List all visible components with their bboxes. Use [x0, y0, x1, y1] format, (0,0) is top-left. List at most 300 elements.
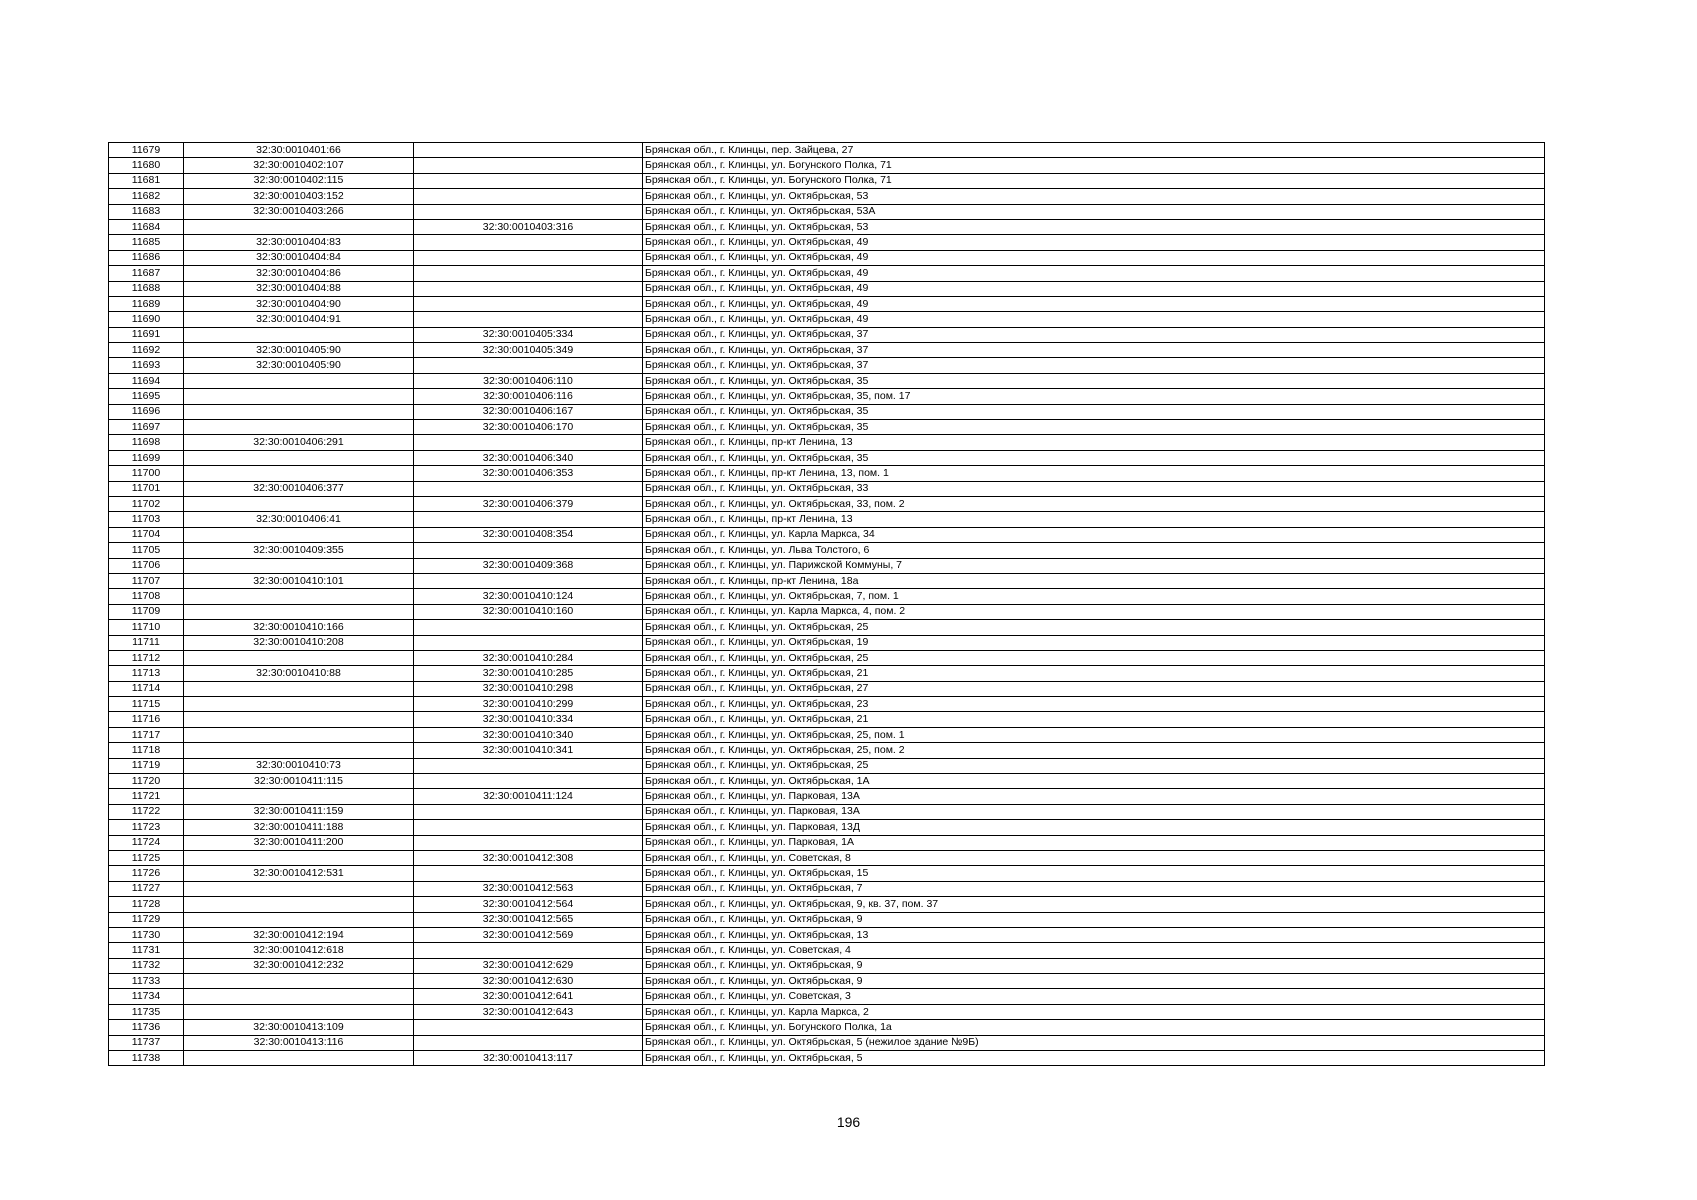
table-row: [109, 881, 1545, 896]
cadastral-number-secondary-cell: 32:30:0010410:285: [414, 666, 643, 681]
address-cell: Брянская обл., г. Клинцы, ул. Октябрьская, 49: [643, 281, 1545, 296]
cadastral-number-cell: 32:30:0010404:90: [184, 296, 414, 311]
row-number-cell: 11730: [109, 927, 184, 942]
address-cell: Брянская обл., г. Клинцы, пр-кт Ленина, 13: [643, 435, 1545, 450]
address-cell: Брянская обл., г. Клинцы, ул. Октябрьская, 37: [643, 343, 1545, 358]
address-cell: Брянская обл., г. Клинцы, ул. Октябрьская, 49: [643, 235, 1545, 250]
registry-table: [108, 142, 1545, 1066]
table-row: [109, 589, 1545, 604]
table-row: [109, 512, 1545, 527]
row-number-cell: 11732: [109, 958, 184, 973]
cadastral-number-secondary-cell: 32:30:0010412:641: [414, 989, 643, 1004]
row-number-cell: 11738: [109, 1051, 184, 1066]
cadastral-number-secondary-cell: 32:30:0010412:569: [414, 927, 643, 942]
address-cell: Брянская обл., г. Клинцы, ул. Октябрьская, 15: [643, 866, 1545, 881]
cadastral-number-cell: 32:30:0010410:166: [184, 620, 414, 635]
address-cell: Брянская обл., г. Клинцы, ул. Октябрьская, 1А: [643, 774, 1545, 789]
row-number-cell: 11695: [109, 389, 184, 404]
cadastral-number-cell: 32:30:0010413:109: [184, 1020, 414, 1035]
cadastral-number-cell: [184, 881, 414, 896]
address-cell: Брянская обл., г. Клинцы, ул. Парковая, 1А: [643, 835, 1545, 850]
row-number-cell: 11696: [109, 404, 184, 419]
cadastral-number-secondary-cell: 32:30:0010412:564: [414, 897, 643, 912]
address-cell: Брянская обл., г. Клинцы, ул. Октябрьская, 5 (нежилое здание №9Б): [643, 1035, 1545, 1050]
table-row: [109, 820, 1545, 835]
table-row: [109, 897, 1545, 912]
address-cell: Брянская обл., г. Клинцы, ул. Богунского Полка, 71: [643, 173, 1545, 188]
cadastral-number-secondary-cell: 32:30:0010403:316: [414, 219, 643, 234]
cadastral-number-secondary-cell: 32:30:0010406:170: [414, 420, 643, 435]
address-cell: Брянская обл., г. Клинцы, ул. Октябрьская, 21: [643, 712, 1545, 727]
address-cell: Брянская обл., г. Клинцы, ул. Октябрьская, 9: [643, 974, 1545, 989]
row-number-cell: 11721: [109, 789, 184, 804]
row-number-cell: 11727: [109, 881, 184, 896]
cadastral-number-cell: [184, 1004, 414, 1019]
cadastral-number-cell: [184, 681, 414, 696]
cadastral-number-secondary-cell: 32:30:0010410:341: [414, 743, 643, 758]
table-row: [109, 543, 1545, 558]
cadastral-number-secondary-cell: [414, 143, 643, 158]
row-number-cell: 11735: [109, 1004, 184, 1019]
cadastral-number-secondary-cell: [414, 358, 643, 373]
address-cell: Брянская обл., г. Клинцы, ул. Октябрьская, 35: [643, 404, 1545, 419]
cadastral-number-secondary-cell: 32:30:0010410:160: [414, 604, 643, 619]
cadastral-number-cell: 32:30:0010405:90: [184, 343, 414, 358]
cadastral-number-cell: [184, 697, 414, 712]
address-cell: Брянская обл., г. Клинцы, пр-кт Ленина, 18а: [643, 573, 1545, 588]
table-row: [109, 650, 1545, 665]
table-row: [109, 758, 1545, 773]
table-row: [109, 281, 1545, 296]
cadastral-number-cell: 32:30:0010404:83: [184, 235, 414, 250]
cadastral-number-cell: 32:30:0010410:208: [184, 635, 414, 650]
row-number-cell: 11722: [109, 804, 184, 819]
cadastral-number-cell: [184, 466, 414, 481]
address-cell: Брянская обл., г. Клинцы, ул. Октябрьская, 27: [643, 681, 1545, 696]
address-cell: Брянская обл., г. Клинцы, пр-кт Ленина, 13, пом. 1: [643, 466, 1545, 481]
row-number-cell: 11733: [109, 974, 184, 989]
cadastral-number-secondary-cell: [414, 435, 643, 450]
table-row: [109, 727, 1545, 742]
cadastral-number-secondary-cell: 32:30:0010412:563: [414, 881, 643, 896]
cadastral-number-secondary-cell: [414, 820, 643, 835]
address-cell: Брянская обл., г. Клинцы, ул. Октябрьская, 53А: [643, 204, 1545, 219]
cadastral-number-secondary-cell: 32:30:0010406:116: [414, 389, 643, 404]
address-cell: Брянская обл., г. Клинцы, ул. Октябрьская, 21: [643, 666, 1545, 681]
table-row: [109, 712, 1545, 727]
cadastral-number-secondary-cell: [414, 512, 643, 527]
row-number-cell: 11697: [109, 420, 184, 435]
row-number-cell: 11714: [109, 681, 184, 696]
cadastral-number-cell: 32:30:0010411:159: [184, 804, 414, 819]
table-row: [109, 204, 1545, 219]
row-number-cell: 11737: [109, 1035, 184, 1050]
table-row: [109, 235, 1545, 250]
row-number-cell: 11683: [109, 204, 184, 219]
address-cell: Брянская обл., г. Клинцы, ул. Октябрьская, 33: [643, 481, 1545, 496]
table-row: [109, 604, 1545, 619]
address-cell: Брянская обл., г. Клинцы, ул. Октябрьская, 23: [643, 697, 1545, 712]
cadastral-number-secondary-cell: 32:30:0010408:354: [414, 527, 643, 542]
cadastral-number-cell: [184, 727, 414, 742]
cadastral-number-secondary-cell: [414, 312, 643, 327]
table-row: [109, 250, 1545, 265]
row-number-cell: 11689: [109, 296, 184, 311]
table-row: [109, 527, 1545, 542]
table-row: [109, 404, 1545, 419]
address-cell: Брянская обл., г. Клинцы, ул. Октябрьская, 5: [643, 1051, 1545, 1066]
table-row: [109, 373, 1545, 388]
table-row: [109, 789, 1545, 804]
cadastral-number-secondary-cell: 32:30:0010405:334: [414, 327, 643, 342]
cadastral-number-cell: [184, 327, 414, 342]
row-number-cell: 11699: [109, 450, 184, 465]
cadastral-number-secondary-cell: [414, 281, 643, 296]
row-number-cell: 11715: [109, 697, 184, 712]
cadastral-number-cell: [184, 496, 414, 511]
row-number-cell: 11707: [109, 573, 184, 588]
cadastral-number-secondary-cell: 32:30:0010410:340: [414, 727, 643, 742]
cadastral-number-secondary-cell: 32:30:0010410:284: [414, 650, 643, 665]
cadastral-number-cell: [184, 404, 414, 419]
address-cell: Брянская обл., г. Клинцы, ул. Богунского Полка, 1а: [643, 1020, 1545, 1035]
table-row: [109, 435, 1545, 450]
address-cell: Брянская обл., г. Клинцы, ул. Октябрьская, 49: [643, 312, 1545, 327]
cadastral-number-secondary-cell: [414, 1035, 643, 1050]
address-cell: Брянская обл., г. Клинцы, ул. Октябрьская, 37: [643, 358, 1545, 373]
table-row: [109, 450, 1545, 465]
row-number-cell: 11720: [109, 774, 184, 789]
row-number-cell: 11702: [109, 496, 184, 511]
table-row: [109, 1004, 1545, 1019]
table-row: [109, 835, 1545, 850]
address-cell: Брянская обл., г. Клинцы, ул. Октябрьская, 9: [643, 912, 1545, 927]
row-number-cell: 11728: [109, 897, 184, 912]
cadastral-number-cell: 32:30:0010406:377: [184, 481, 414, 496]
address-cell: Брянская обл., г. Клинцы, ул. Октябрьская, 35: [643, 373, 1545, 388]
cadastral-number-cell: [184, 912, 414, 927]
row-number-cell: 11703: [109, 512, 184, 527]
cadastral-number-cell: [184, 219, 414, 234]
address-cell: Брянская обл., г. Клинцы, ул. Октябрьская, 7: [643, 881, 1545, 896]
row-number-cell: 11718: [109, 743, 184, 758]
cadastral-number-secondary-cell: [414, 250, 643, 265]
table-row: [109, 635, 1545, 650]
row-number-cell: 11688: [109, 281, 184, 296]
address-cell: Брянская обл., г. Клинцы, ул. Парковая, 13А: [643, 789, 1545, 804]
cadastral-number-cell: 32:30:0010406:291: [184, 435, 414, 450]
cadastral-number-secondary-cell: [414, 835, 643, 850]
cadastral-number-secondary-cell: [414, 204, 643, 219]
cadastral-number-cell: 32:30:0010409:355: [184, 543, 414, 558]
cadastral-number-cell: 32:30:0010412:194: [184, 927, 414, 942]
address-cell: Брянская обл., г. Клинцы, ул. Октябрьская, 35: [643, 450, 1545, 465]
row-number-cell: 11716: [109, 712, 184, 727]
address-cell: Брянская обл., г. Клинцы, пр-кт Ленина, 13: [643, 512, 1545, 527]
table-row: [109, 681, 1545, 696]
address-cell: Брянская обл., г. Клинцы, ул. Парижской Коммуны, 7: [643, 558, 1545, 573]
address-cell: Брянская обл., г. Клинцы, ул. Льва Толстого, 6: [643, 543, 1545, 558]
cadastral-number-secondary-cell: [414, 189, 643, 204]
row-number-cell: 11709: [109, 604, 184, 619]
cadastral-number-secondary-cell: 32:30:0010410:299: [414, 697, 643, 712]
table-row: [109, 158, 1545, 173]
row-number-cell: 11687: [109, 266, 184, 281]
cadastral-number-secondary-cell: 32:30:0010410:298: [414, 681, 643, 696]
table-row: [109, 866, 1545, 881]
cadastral-number-cell: 32:30:0010401:66: [184, 143, 414, 158]
row-number-cell: 11681: [109, 173, 184, 188]
address-cell: Брянская обл., г. Клинцы, пер. Зайцева, 27: [643, 143, 1545, 158]
registry-table-body: [109, 143, 1545, 1066]
row-number-cell: 11736: [109, 1020, 184, 1035]
table-row: [109, 266, 1545, 281]
cadastral-number-secondary-cell: [414, 1020, 643, 1035]
row-number-cell: 11731: [109, 943, 184, 958]
row-number-cell: 11729: [109, 912, 184, 927]
cadastral-number-cell: [184, 450, 414, 465]
row-number-cell: 11680: [109, 158, 184, 173]
address-cell: Брянская обл., г. Клинцы, ул. Карла Маркса, 4, пом. 2: [643, 604, 1545, 619]
table-row: [109, 774, 1545, 789]
table-row: [109, 327, 1545, 342]
address-cell: Брянская обл., г. Клинцы, ул. Карла Маркса, 34: [643, 527, 1545, 542]
row-number-cell: 11706: [109, 558, 184, 573]
address-cell: Брянская обл., г. Клинцы, ул. Октябрьская, 37: [643, 327, 1545, 342]
table-row: [109, 743, 1545, 758]
cadastral-number-cell: 32:30:0010404:86: [184, 266, 414, 281]
cadastral-number-cell: 32:30:0010406:41: [184, 512, 414, 527]
row-number-cell: 11723: [109, 820, 184, 835]
address-cell: Брянская обл., г. Клинцы, ул. Октябрьская, 19: [643, 635, 1545, 650]
row-number-cell: 11705: [109, 543, 184, 558]
cadastral-number-secondary-cell: [414, 866, 643, 881]
cadastral-number-secondary-cell: 32:30:0010412:629: [414, 958, 643, 973]
row-number-cell: 11700: [109, 466, 184, 481]
cadastral-number-cell: 32:30:0010412:618: [184, 943, 414, 958]
row-number-cell: 11691: [109, 327, 184, 342]
cadastral-number-secondary-cell: [414, 158, 643, 173]
address-cell: Брянская обл., г. Клинцы, ул. Парковая, 13Д: [643, 820, 1545, 835]
table-row: [109, 143, 1545, 158]
cadastral-number-cell: 32:30:0010410:88: [184, 666, 414, 681]
cadastral-number-secondary-cell: [414, 774, 643, 789]
cadastral-number-cell: 32:30:0010411:188: [184, 820, 414, 835]
cadastral-number-secondary-cell: 32:30:0010405:349: [414, 343, 643, 358]
cadastral-number-secondary-cell: 32:30:0010406:340: [414, 450, 643, 465]
address-cell: Брянская обл., г. Клинцы, ул. Октябрьская, 25, пом. 1: [643, 727, 1545, 742]
cadastral-number-cell: [184, 650, 414, 665]
row-number-cell: 11734: [109, 989, 184, 1004]
cadastral-number-cell: 32:30:0010404:91: [184, 312, 414, 327]
row-number-cell: 11685: [109, 235, 184, 250]
cadastral-number-cell: 32:30:0010412:232: [184, 958, 414, 973]
cadastral-number-cell: 32:30:0010410:73: [184, 758, 414, 773]
cadastral-number-cell: 32:30:0010412:531: [184, 866, 414, 881]
row-number-cell: 11708: [109, 589, 184, 604]
table-row: [109, 974, 1545, 989]
table-row: [109, 481, 1545, 496]
table-row: [109, 620, 1545, 635]
table-row: [109, 850, 1545, 865]
cadastral-number-cell: [184, 389, 414, 404]
page-number: 196: [836, 1114, 861, 1130]
cadastral-number-cell: [184, 527, 414, 542]
cadastral-number-cell: [184, 420, 414, 435]
cadastral-number-cell: [184, 850, 414, 865]
address-cell: Брянская обл., г. Клинцы, ул. Октябрьская, 7, пом. 1: [643, 589, 1545, 604]
address-cell: Брянская обл., г. Клинцы, ул. Октябрьская, 49: [643, 250, 1545, 265]
cadastral-number-cell: [184, 989, 414, 1004]
cadastral-number-secondary-cell: 32:30:0010406:167: [414, 404, 643, 419]
cadastral-number-secondary-cell: [414, 758, 643, 773]
cadastral-number-secondary-cell: [414, 635, 643, 650]
address-cell: Брянская обл., г. Клинцы, ул. Советская, 8: [643, 850, 1545, 865]
table-row: [109, 219, 1545, 234]
row-number-cell: 11684: [109, 219, 184, 234]
cadastral-number-secondary-cell: 32:30:0010406:353: [414, 466, 643, 481]
cadastral-number-cell: 32:30:0010405:90: [184, 358, 414, 373]
table-row: [109, 496, 1545, 511]
cadastral-number-secondary-cell: 32:30:0010412:630: [414, 974, 643, 989]
cadastral-number-cell: [184, 743, 414, 758]
cadastral-number-cell: [184, 1051, 414, 1066]
row-number-cell: 11712: [109, 650, 184, 665]
cadastral-number-secondary-cell: 32:30:0010406:110: [414, 373, 643, 388]
row-number-cell: 11692: [109, 343, 184, 358]
address-cell: Брянская обл., г. Клинцы, ул. Советская, 3: [643, 989, 1545, 1004]
row-number-cell: 11717: [109, 727, 184, 742]
row-number-cell: 11698: [109, 435, 184, 450]
address-cell: Брянская обл., г. Клинцы, ул. Октябрьская, 53: [643, 219, 1545, 234]
table-row: [109, 1020, 1545, 1035]
address-cell: Брянская обл., г. Клинцы, ул. Парковая, 13А: [643, 804, 1545, 819]
cadastral-number-secondary-cell: [414, 620, 643, 635]
address-cell: Брянская обл., г. Клинцы, ул. Богунского Полка, 71: [643, 158, 1545, 173]
row-number-cell: 11726: [109, 866, 184, 881]
table-row: [109, 296, 1545, 311]
table-row: [109, 804, 1545, 819]
cadastral-number-secondary-cell: 32:30:0010412:565: [414, 912, 643, 927]
address-cell: Брянская обл., г. Клинцы, ул. Октябрьская, 33, пом. 2: [643, 496, 1545, 511]
address-cell: Брянская обл., г. Клинцы, ул. Октябрьская, 25: [643, 620, 1545, 635]
cadastral-number-cell: [184, 558, 414, 573]
row-number-cell: 11682: [109, 189, 184, 204]
address-cell: Брянская обл., г. Клинцы, ул. Октябрьская, 9: [643, 958, 1545, 973]
cadastral-number-cell: [184, 789, 414, 804]
cadastral-number-cell: [184, 373, 414, 388]
row-number-cell: 11701: [109, 481, 184, 496]
address-cell: Брянская обл., г. Клинцы, ул. Октябрьская, 13: [643, 927, 1545, 942]
cadastral-number-secondary-cell: [414, 804, 643, 819]
cadastral-number-secondary-cell: [414, 235, 643, 250]
address-cell: Брянская обл., г. Клинцы, ул. Октябрьская, 25: [643, 758, 1545, 773]
cadastral-number-secondary-cell: 32:30:0010410:124: [414, 589, 643, 604]
cadastral-number-secondary-cell: [414, 543, 643, 558]
address-cell: Брянская обл., г. Клинцы, ул. Октябрьская, 25, пом. 2: [643, 743, 1545, 758]
table-row: [109, 358, 1545, 373]
cadastral-number-cell: [184, 589, 414, 604]
cadastral-number-cell: [184, 974, 414, 989]
row-number-cell: 11710: [109, 620, 184, 635]
row-number-cell: 11693: [109, 358, 184, 373]
cadastral-number-cell: 32:30:0010413:116: [184, 1035, 414, 1050]
table-row: [109, 189, 1545, 204]
row-number-cell: 11713: [109, 666, 184, 681]
row-number-cell: 11711: [109, 635, 184, 650]
cadastral-number-secondary-cell: 32:30:0010406:379: [414, 496, 643, 511]
cadastral-number-cell: 32:30:0010411:115: [184, 774, 414, 789]
cadastral-number-cell: [184, 712, 414, 727]
cadastral-number-secondary-cell: [414, 481, 643, 496]
table-row: [109, 173, 1545, 188]
table-row: [109, 389, 1545, 404]
table-row: [109, 989, 1545, 1004]
address-cell: Брянская обл., г. Клинцы, ул. Октябрьская, 35: [643, 420, 1545, 435]
table-row: [109, 943, 1545, 958]
cadastral-number-cell: [184, 897, 414, 912]
table-row: [109, 912, 1545, 927]
table-row: [109, 1035, 1545, 1050]
cadastral-number-cell: 32:30:0010402:115: [184, 173, 414, 188]
cadastral-number-cell: 32:30:0010404:88: [184, 281, 414, 296]
address-cell: Брянская обл., г. Клинцы, ул. Октябрьская, 49: [643, 296, 1545, 311]
cadastral-number-secondary-cell: [414, 266, 643, 281]
table-row: [109, 927, 1545, 942]
address-cell: Брянская обл., г. Клинцы, ул. Октябрьская, 49: [643, 266, 1545, 281]
row-number-cell: 11686: [109, 250, 184, 265]
cadastral-number-secondary-cell: [414, 943, 643, 958]
address-cell: Брянская обл., г. Клинцы, ул. Карла Маркса, 2: [643, 1004, 1545, 1019]
table-row: [109, 958, 1545, 973]
table-row: [109, 573, 1545, 588]
cadastral-number-secondary-cell: [414, 173, 643, 188]
cadastral-number-secondary-cell: 32:30:0010411:124: [414, 789, 643, 804]
table-row: [109, 666, 1545, 681]
table-row: [109, 1051, 1545, 1066]
cadastral-number-cell: 32:30:0010404:84: [184, 250, 414, 265]
row-number-cell: 11719: [109, 758, 184, 773]
table-row: [109, 558, 1545, 573]
table-row: [109, 343, 1545, 358]
row-number-cell: 11724: [109, 835, 184, 850]
cadastral-number-secondary-cell: 32:30:0010412:643: [414, 1004, 643, 1019]
row-number-cell: 11690: [109, 312, 184, 327]
cadastral-number-cell: 32:30:0010403:152: [184, 189, 414, 204]
cadastral-number-cell: [184, 604, 414, 619]
cadastral-number-cell: 32:30:0010402:107: [184, 158, 414, 173]
cadastral-number-cell: 32:30:0010403:266: [184, 204, 414, 219]
cadastral-number-secondary-cell: 32:30:0010410:334: [414, 712, 643, 727]
cadastral-number-cell: 32:30:0010410:101: [184, 573, 414, 588]
address-cell: Брянская обл., г. Клинцы, ул. Советская, 4: [643, 943, 1545, 958]
table-row: [109, 420, 1545, 435]
address-cell: Брянская обл., г. Клинцы, ул. Октябрьская, 25: [643, 650, 1545, 665]
row-number-cell: 11704: [109, 527, 184, 542]
cadastral-number-cell: 32:30:0010411:200: [184, 835, 414, 850]
row-number-cell: 11679: [109, 143, 184, 158]
cadastral-number-secondary-cell: 32:30:0010412:308: [414, 850, 643, 865]
address-cell: Брянская обл., г. Клинцы, ул. Октябрьская, 53: [643, 189, 1545, 204]
row-number-cell: 11694: [109, 373, 184, 388]
table-row: [109, 697, 1545, 712]
table-row: [109, 466, 1545, 481]
cadastral-number-secondary-cell: 32:30:0010413:117: [414, 1051, 643, 1066]
address-cell: Брянская обл., г. Клинцы, ул. Октябрьская, 9, кв. 37, пом. 37: [643, 897, 1545, 912]
cadastral-number-secondary-cell: 32:30:0010409:368: [414, 558, 643, 573]
cadastral-number-secondary-cell: [414, 573, 643, 588]
row-number-cell: 11725: [109, 850, 184, 865]
